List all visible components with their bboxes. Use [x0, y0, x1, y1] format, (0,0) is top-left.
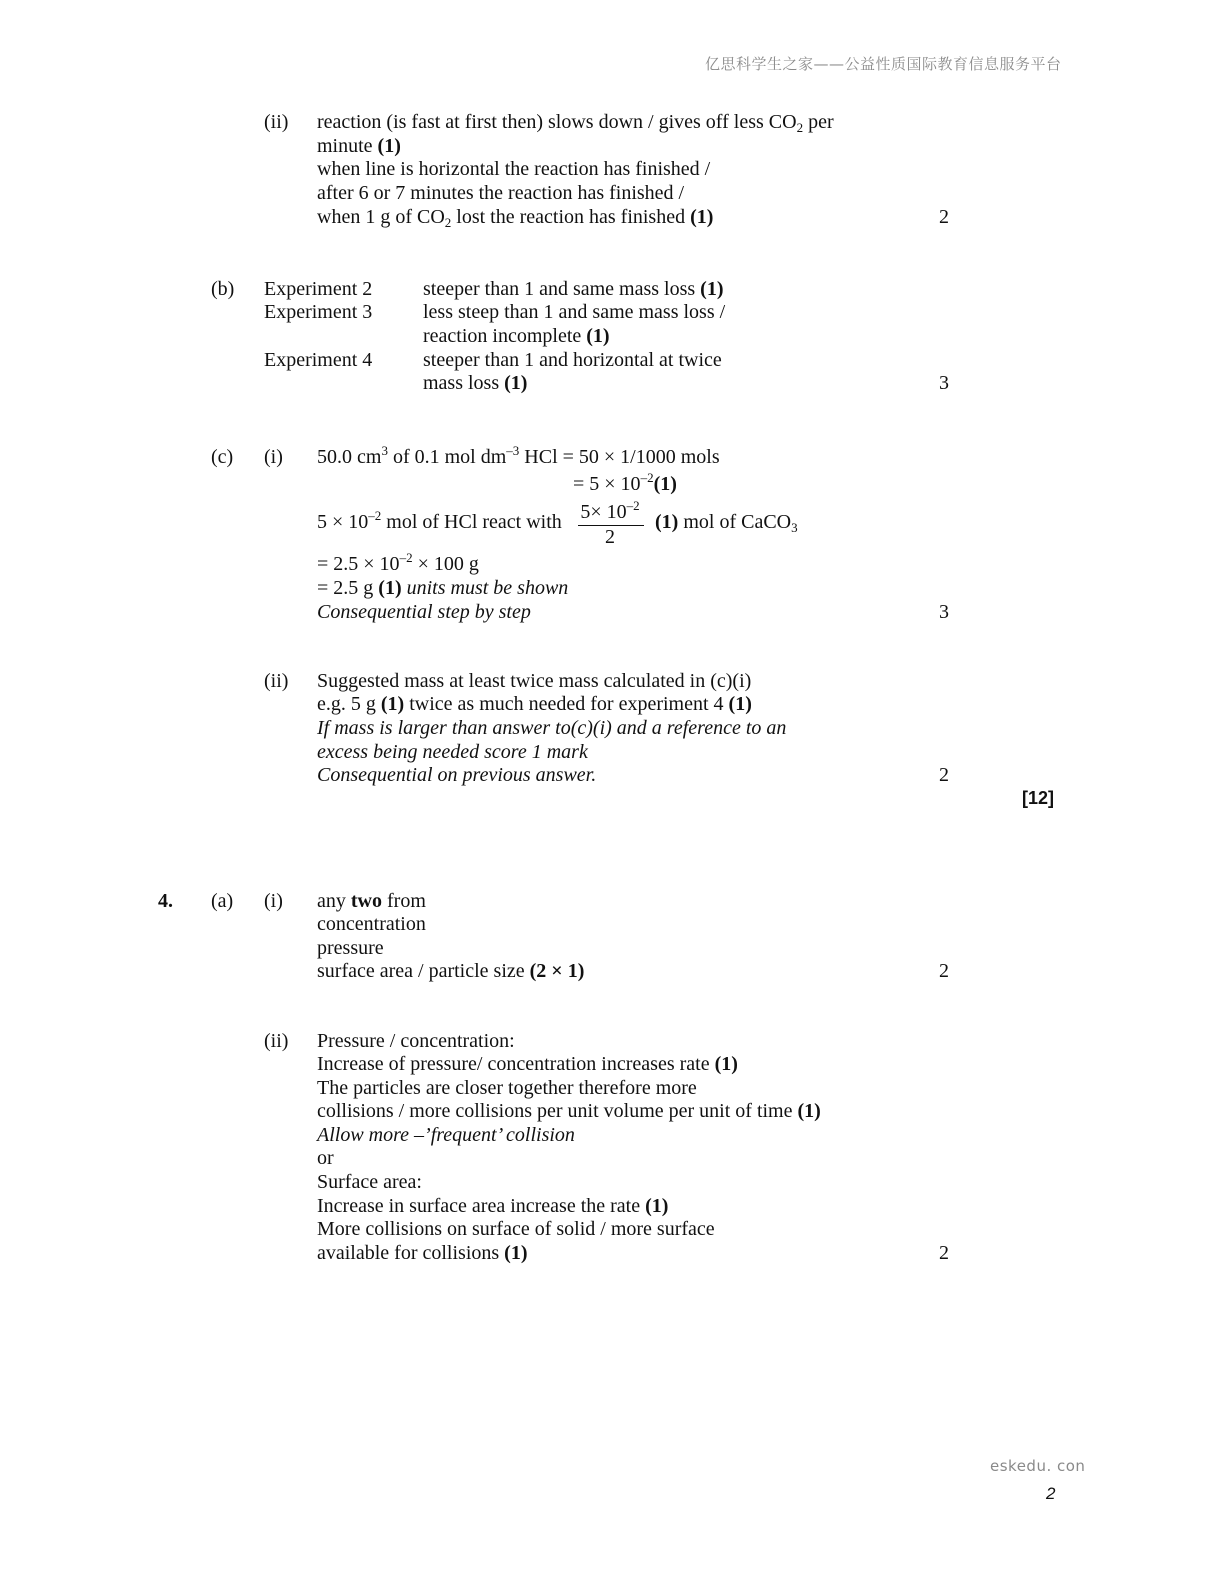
q3-a-ii-line-1	[317, 110, 834, 134]
text: collisions / more collisions per unit volume per unit of time	[317, 1100, 798, 1122]
experiment-2-name: Experiment 2	[264, 278, 373, 300]
text: per	[803, 111, 834, 133]
superscript: –2	[626, 498, 640, 513]
experiment-4-text-1: steeper than 1 and horizontal at twice	[423, 349, 722, 371]
superscript: –2	[399, 550, 413, 565]
page-number: 2	[1046, 1484, 1056, 1503]
text: of 0.1 mol dm	[387, 446, 507, 468]
text: Increase of pressure/ concentration increases rate	[317, 1053, 715, 1075]
mark-indicator: (2 × 1)	[529, 960, 585, 982]
experiment-2-text	[423, 277, 724, 301]
mark-indicator: (1)	[728, 693, 752, 715]
q4-a-label: (a)	[211, 890, 234, 912]
q4-a-ii-line-5	[317, 1123, 575, 1147]
text: = 2.5 g	[317, 577, 379, 599]
q3-b-label: (b)	[211, 278, 235, 300]
q3-a-ii-line-5	[317, 205, 713, 229]
q3-c-i-line-1	[317, 445, 720, 469]
text: mass loss	[423, 372, 505, 394]
q3-c-i-line-3	[317, 510, 562, 534]
experiment-3-text-2	[423, 324, 610, 348]
experiment-4-text-2	[423, 371, 527, 395]
q4-a-ii-line-8	[317, 1194, 668, 1218]
text: reaction incomplete	[423, 325, 587, 347]
text: HCl = 50 × 1/1000 mols	[519, 446, 720, 468]
note: Consequential on previous answer.	[317, 764, 597, 786]
q4-a-ii-line-9: More collisions on surface of solid / more surface	[317, 1218, 715, 1240]
text: mol of HCl react with	[381, 511, 562, 533]
fraction-numerator	[578, 500, 642, 524]
q4-a-ii-line-6: or	[317, 1147, 334, 1169]
text: steeper than 1 and same mass loss	[423, 278, 701, 300]
q3-a-ii-line-4: after 6 or 7 minutes the reaction has finished /	[317, 182, 685, 204]
text: e.g. 5 g	[317, 693, 381, 715]
subscript: 2	[796, 120, 804, 135]
text: minute	[317, 135, 378, 157]
q4-a-ii-line-4	[317, 1099, 821, 1123]
q4-a-i-line-2: concentration	[317, 913, 426, 935]
subscript: 3	[791, 520, 798, 535]
emphasis: two	[350, 890, 382, 912]
text: twice as much needed for experiment 4	[404, 693, 729, 715]
q3-c-label: (c)	[211, 446, 234, 468]
text: mol of CaCO	[678, 511, 792, 533]
note: Allow more –’frequent’ collision	[317, 1124, 575, 1146]
mark-indicator: (1)	[714, 1053, 738, 1075]
mark-indicator: (1)	[380, 693, 405, 715]
mark-indicator: (1)	[700, 278, 724, 300]
superscript: –3	[506, 443, 520, 458]
q3-c-i-marks: 3	[939, 601, 949, 623]
mark-indicator: (1)	[504, 372, 528, 394]
experiment-3-name: Experiment 3	[264, 301, 373, 323]
q3-c-i-line-3-cont	[655, 510, 798, 534]
q3-a-ii-marks: 2	[939, 206, 949, 228]
mark-indicator: (1)	[797, 1100, 821, 1122]
mark-indicator: (1)	[586, 325, 610, 347]
superscript: –2	[640, 470, 654, 485]
note: excess being needed score 1 mark	[317, 741, 588, 763]
text: 5× 10	[580, 501, 627, 523]
text: 5 × 10	[317, 511, 369, 533]
q4-a-ii-line-2	[317, 1052, 738, 1076]
q3-a-ii-label: (ii)	[264, 111, 289, 133]
superscript: –2	[368, 508, 382, 523]
q3-total-marks: [12]	[1022, 788, 1055, 808]
mark-indicator: (1)	[504, 1242, 528, 1264]
q3-c-i-line-5	[317, 576, 568, 600]
superscript: 3	[381, 443, 388, 458]
q3-c-ii-marks: 2	[939, 764, 949, 786]
subscript: 2	[444, 215, 452, 230]
q3-c-ii-line-5	[317, 763, 596, 787]
mark-indicator: (1)	[653, 473, 677, 495]
q4-a-ii-marks: 2	[939, 1242, 949, 1264]
mark-indicator: (1)	[690, 206, 714, 228]
text: × 100 g	[412, 553, 479, 575]
experiment-4-name: Experiment 4	[264, 349, 373, 371]
note: If mass is larger than answer to(c)(i) and a reference to an	[317, 717, 787, 739]
q3-c-ii-line-1: Suggested mass at least twice mass calculated in (c)(i)	[317, 670, 752, 692]
text: Increase in surface area increase the rate	[317, 1195, 646, 1217]
text: lost the reaction has finished	[451, 206, 691, 228]
q3-c-i-line-4	[317, 552, 479, 576]
experiment-3-text-1: less steep than 1 and same mass loss /	[423, 301, 726, 323]
note: Consequential step by step	[317, 601, 531, 623]
text: = 2.5 × 10	[317, 553, 400, 575]
q4-a-ii-line-7: Surface area:	[317, 1171, 422, 1193]
q3-c-i-line-2	[573, 472, 677, 496]
q3-a-ii-line-2	[317, 134, 401, 158]
q4-a-i-line-1	[317, 889, 426, 913]
text: available for collisions	[317, 1242, 505, 1264]
q4-number: 4.	[158, 890, 173, 912]
q4-a-i-line-3: pressure	[317, 937, 384, 959]
q3-c-ii-line-3	[317, 716, 786, 740]
q3-b-marks: 3	[939, 372, 949, 394]
q3-a-ii-line-3: when line is horizontal the reaction has finished /	[317, 158, 711, 180]
text: from	[382, 890, 426, 912]
text: surface area / particle size	[317, 960, 530, 982]
text: any	[317, 890, 351, 912]
mark-indicator: (1)	[655, 511, 679, 533]
footer-site: eskedu. con	[990, 1457, 1086, 1475]
q3-c-ii-line-2	[317, 692, 752, 716]
text: when 1 g of CO	[317, 206, 445, 228]
fraction-denominator: 2	[605, 526, 615, 548]
q3-c-i-line-6	[317, 600, 531, 624]
q4-a-i-marks: 2	[939, 960, 949, 982]
mark-indicator: (1)	[378, 577, 402, 599]
text: reaction (is fast at first then) slows down / gives off less CO	[317, 111, 797, 133]
q4-a-i-line-4	[317, 959, 584, 983]
mark-indicator: (1)	[377, 135, 401, 157]
q3-c-ii-line-4	[317, 740, 588, 764]
mark-indicator: (1)	[645, 1195, 669, 1217]
q4-a-ii-line-1: Pressure / concentration:	[317, 1030, 515, 1052]
q4-a-ii-label: (ii)	[264, 1030, 289, 1052]
header-site-title: 亿思科学生之家——公益性质国际教育信息服务平台	[705, 55, 1062, 73]
q3-c-ii-label: (ii)	[264, 670, 289, 692]
q4-a-i-label: (i)	[264, 890, 283, 912]
q4-a-ii-line-3: The particles are closer together therefore more	[317, 1077, 697, 1099]
text: 50.0 cm	[317, 446, 382, 468]
q3-c-i-label: (i)	[264, 446, 283, 468]
q4-a-ii-line-10	[317, 1241, 528, 1265]
text: = 5 × 10	[573, 473, 641, 495]
note: units must be shown	[401, 577, 569, 599]
